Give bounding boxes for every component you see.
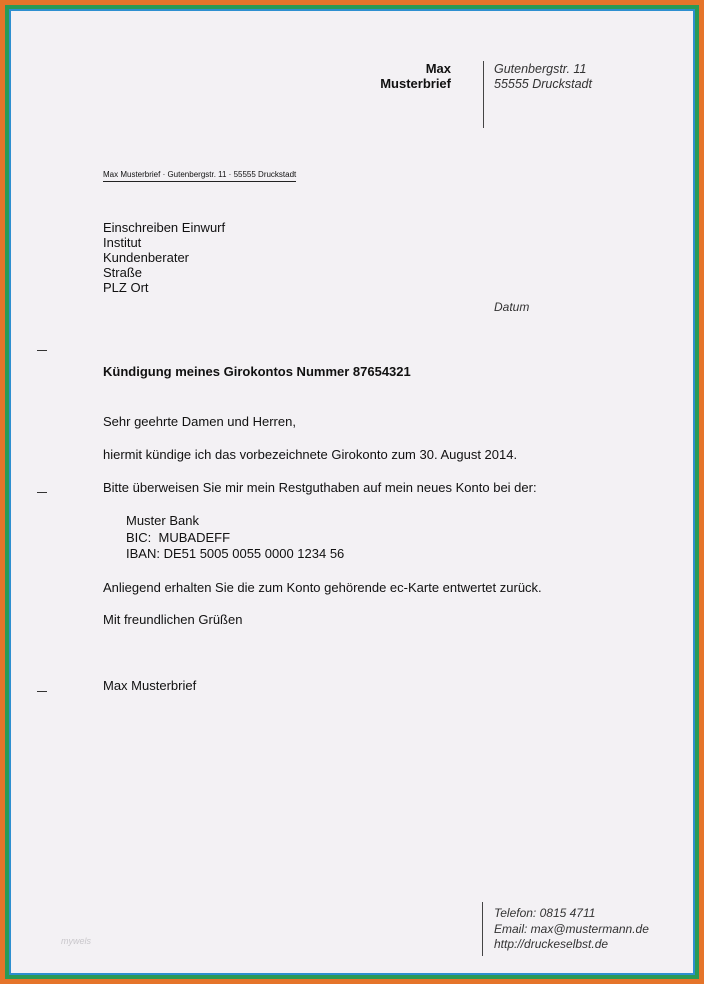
recipient-line-3: Kundenberater — [103, 250, 190, 265]
signature-name: Max Musterbrief — [103, 678, 197, 693]
footer-web: http://druckeselbst.de — [494, 937, 609, 951]
body-paragraph-2: Bitte überweisen Sie mir mein Restguthaben auf mein neues Konto bei der: — [103, 480, 537, 495]
fold-mark-bottom — [37, 691, 47, 692]
sender-address — [494, 62, 592, 92]
header-divider — [483, 61, 484, 128]
recipient-line-2: Institut — [103, 235, 142, 250]
sender-street: Gutenbergstr. 11 — [494, 62, 587, 76]
recipient-line-5: PLZ Ort — [103, 280, 149, 295]
bank-iban: IBAN: DE51 5005 0055 0000 1234 56 — [126, 546, 345, 561]
punch-mark — [37, 492, 47, 493]
sender-name-last: Musterbrief — [380, 76, 451, 91]
return-address-line: Max Musterbrief · Gutenbergstr. 11 · 55555 Druckstadt — [103, 169, 296, 182]
footer-phone: Telefon: 0815 4711 — [494, 906, 596, 920]
body-paragraph-1: hiermit kündige ich das vorbezeichnete Girokonto zum 30. August 2014. — [103, 447, 518, 462]
recipient-line-1: Einschreiben Einwurf — [103, 220, 226, 235]
recipient-line-4: Straße — [103, 265, 143, 280]
date-label: Datum — [494, 300, 530, 314]
fold-mark-top — [37, 350, 47, 351]
subject-line: Kündigung meines Girokontos Nummer 87654321 — [103, 364, 411, 379]
letter-page — [11, 11, 693, 973]
bank-bic: BIC: MUBADEFF — [126, 529, 231, 545]
bank-name: Muster Bank — [126, 513, 199, 528]
sender-name-first: Max — [425, 61, 451, 76]
footer-email: Email: max@mustermann.de — [494, 921, 649, 936]
watermark: mywels — [61, 936, 92, 946]
sender-name — [380, 61, 451, 91]
sender-city: 55555 Druckstadt — [494, 77, 592, 91]
bank-details — [126, 513, 344, 563]
footer-contact — [494, 906, 649, 953]
closing: Mit freundlichen Grüßen — [103, 612, 243, 627]
recipient-address — [103, 220, 225, 295]
body-paragraph-3: Anliegend erhalten Sie die zum Konto gehörende ec-Karte entwertet zurück. — [103, 580, 542, 595]
salutation: Sehr geehrte Damen und Herren, — [103, 414, 296, 429]
footer-divider — [482, 902, 483, 956]
